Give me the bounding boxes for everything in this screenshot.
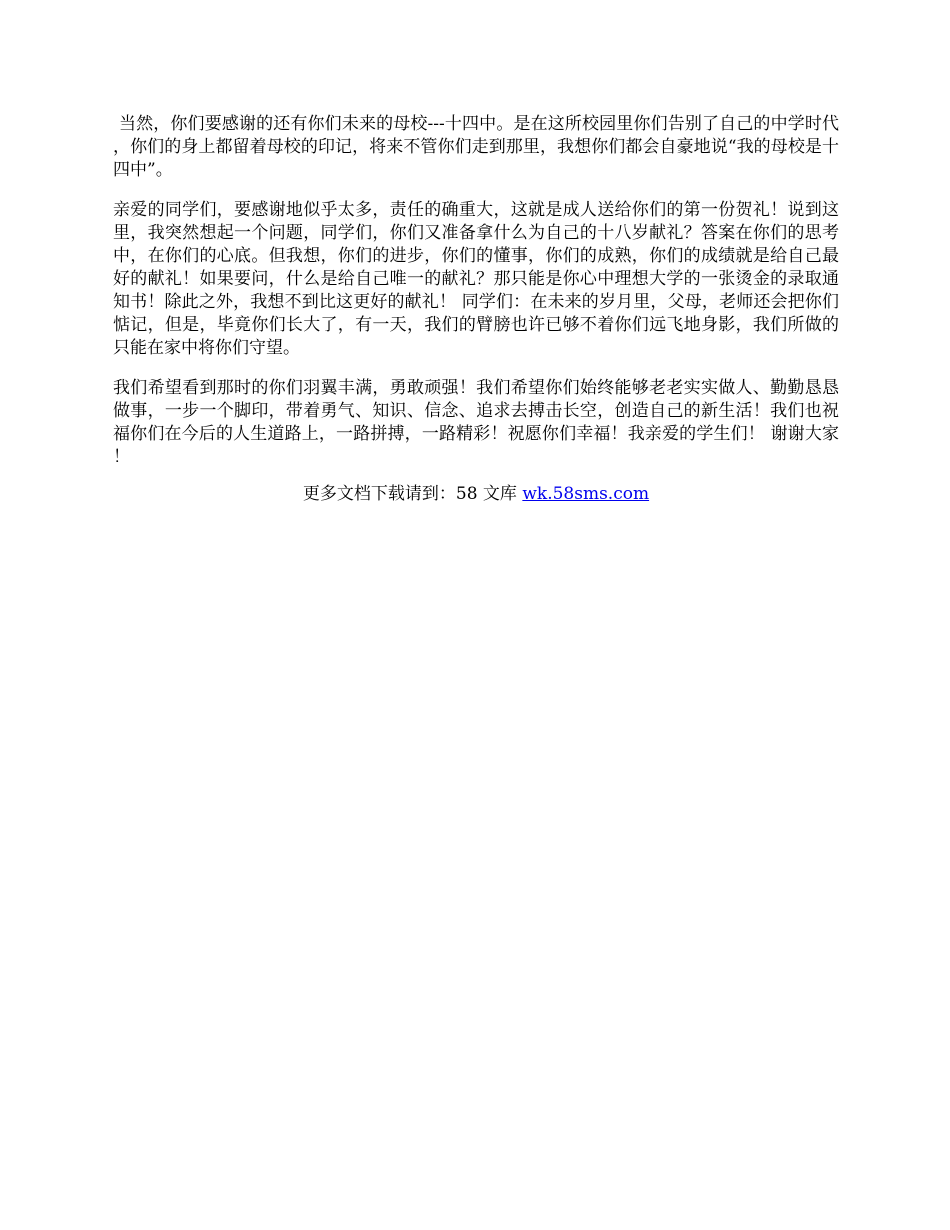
document-page bbox=[113, 113, 839, 506]
paragraph-gift: 亲爱的同学们，要感谢地似乎太多，责任的确重大，这就是成人送给你们的第一份贺礼！说到这里，我突然想起一个问题，同学们，你们又准备拿什么为自己的十八岁献礼？答案在你们的思考中，在你们的心底。但我想，你们的进步，你们的懂事，你们的成熟，你们的成绩就是给自己最好的献礼！如果要问，什么是给自己唯一的献礼？那只能是你心中理想大学的一张烫金的录取通知书！除此之外，我想不到比这更好的献礼！ 同学们：在未来的岁月里，父母，老师还会把你们惦记，但是，毕竟你们长大了，有一天，我们的臂膀也许已够不着你们远飞地身影，我们所做的只能在家中将你们守望。 bbox=[113, 200, 839, 358]
footer-link[interactable]: wk.58sms.com bbox=[522, 484, 650, 504]
paragraph-alma-mater: 当然，你们要感谢的还有你们未来的母校---十四中。是在这所校园里你们告别了自己的中学时代，你们的身上都留着母校的印记，将来不管你们走到那里，我想你们都会自豪地说“我的母校是十四中”。 bbox=[113, 114, 839, 180]
paragraph-wishes: 我们希望看到那时的你们羽翼丰满，勇敢顽强！我们希望你们始终能够老老实实做人、勤勤恳恳做事，一步一个脚印，带着勇气、知识、信念、追求去搏击长空，创造自己的新生活！我们也祝福你们在今后的人生道路上，一路拼搏，一路精彩！祝愿你们幸福！我亲爱的学生们！ 谢谢大家！ bbox=[113, 378, 839, 467]
download-footer bbox=[113, 483, 839, 506]
footer-text: 更多文档下载请到：58 文库 bbox=[302, 484, 523, 504]
